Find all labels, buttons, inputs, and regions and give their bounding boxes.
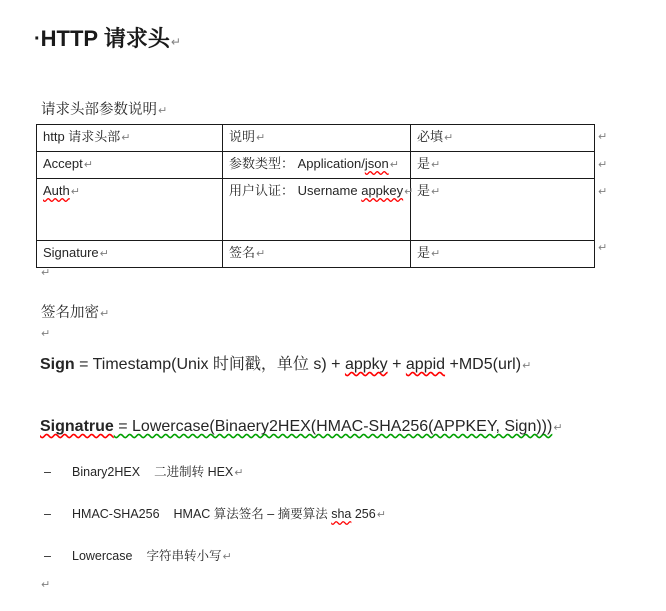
title-bullet-icon: · [34, 27, 41, 50]
formula-sign [40, 355, 531, 374]
glossary-term: HMAC-SHA256 [72, 507, 160, 521]
description-prefix: 签名 [229, 245, 256, 260]
list-item [44, 462, 244, 480]
description-prefix: 参数类型： [229, 156, 295, 171]
table-cell-description [223, 152, 411, 179]
table-cell-required [411, 152, 595, 179]
table-row [37, 152, 595, 179]
paragraph-mark-icon: ↵ [522, 359, 532, 372]
paragraph-mark-icon: ↵ [41, 266, 51, 279]
list-item [44, 546, 232, 564]
paragraph-mark-icon: ↵ [404, 185, 414, 198]
misspelled-word: appky [344, 356, 388, 373]
formula-sign-body-2: +MD5(url) [445, 356, 522, 373]
formula-sign-label: Sign [40, 356, 75, 373]
list-bullet-icon: – [44, 465, 51, 479]
table-header-label: http 请求头部 [43, 129, 121, 144]
list-item [44, 504, 386, 522]
paragraph-mark-icon: ↵ [41, 578, 51, 591]
header-name-value: Accept [43, 156, 83, 171]
table-row-paragraph-marks [598, 124, 638, 262]
glossary-definition: 字符串转小写 [146, 549, 222, 563]
paragraph-mark-icon: ↵ [444, 131, 454, 144]
paragraph-mark-icon: ↵ [121, 131, 131, 144]
paragraph-mark-icon: ↵ [598, 241, 608, 254]
section-heading-signature [41, 301, 109, 322]
misspelled-word: appkey [361, 183, 404, 198]
paragraph-mark-icon: ↵ [553, 421, 563, 434]
section-heading-params-text: 请求头部参数说明 [41, 102, 157, 118]
page-title [34, 22, 181, 53]
section-heading-signature-text: 签名加密 [41, 305, 99, 321]
list-bullet-icon: – [44, 549, 51, 563]
paragraph-mark-icon: ↵ [598, 130, 608, 143]
table-cell-description [223, 241, 411, 268]
paragraph-mark-icon: ↵ [222, 550, 232, 563]
required-value: 是 [417, 183, 431, 198]
paragraph-mark-icon: ↵ [598, 158, 608, 171]
paragraph-mark-icon: ↵ [100, 307, 110, 320]
paragraph-mark-icon: ↵ [598, 185, 608, 198]
title-text: HTTP 请求头 [40, 26, 170, 51]
table-cell-header-name [37, 152, 223, 179]
formula-signatrue [40, 417, 563, 436]
paragraph-mark-icon: ↵ [234, 466, 244, 479]
formula-signatrue-label: Signatrue [40, 418, 114, 435]
table-header-cell-name [37, 125, 223, 152]
glossary-term: Binary2HEX [72, 465, 141, 479]
table-cell-required [411, 179, 595, 241]
paragraph-mark-icon: ↵ [376, 508, 386, 521]
paragraph-mark-icon: ↵ [99, 247, 109, 260]
misspelled-word: json [364, 156, 389, 171]
required-value: 是 [417, 156, 431, 171]
table-header-label: 说明 [229, 129, 256, 144]
formula-sign-body-1: = Timestamp(Unix 时间戳，单位 s) + [74, 356, 345, 373]
table-row [37, 179, 595, 241]
request-header-table-wrapper [36, 124, 594, 268]
table-header-cell-required [411, 125, 595, 152]
formula-signatrue-expression: = Lowercase(Binaery2HEX(HMAC-SHA256(APPKEY, Sign))) [113, 418, 553, 435]
paragraph-mark-icon: ↵ [431, 247, 441, 260]
table-cell-required [411, 241, 595, 268]
table-header-row [37, 125, 595, 152]
glossary-term: Lowercase [72, 549, 133, 563]
paragraph-mark-icon: ↵ [389, 158, 399, 171]
section-heading-params [41, 98, 167, 119]
misspelled-word: sha [331, 507, 352, 521]
request-header-table [36, 124, 595, 268]
table-header-label: 必填 [417, 129, 444, 144]
table-cell-description [223, 179, 414, 241]
table-header-cell-description [223, 125, 411, 152]
paragraph-mark-icon: ↵ [158, 104, 168, 117]
paragraph-mark-icon: ↵ [83, 158, 93, 171]
paragraph-mark-icon: ↵ [41, 327, 51, 340]
table-cell-header-name [37, 241, 223, 268]
paragraph-mark-icon: ↵ [256, 131, 266, 144]
glossary-definition: 二进制转 HEX [154, 465, 234, 479]
description-prefix: 用户认证： [229, 183, 295, 198]
list-bullet-icon: – [44, 507, 51, 521]
formula-sign-plus: + [387, 356, 406, 373]
misspelled-word: appid [405, 356, 446, 373]
glossary-definition: HMAC 算法签名 – 摘要算法 sha 256 [173, 507, 376, 521]
paragraph-mark-icon: ↵ [70, 185, 80, 198]
header-name-value: Auth [43, 183, 70, 198]
header-name-value: Signature [43, 245, 99, 260]
description-value: Application/json [294, 156, 389, 171]
paragraph-mark-icon: ↵ [256, 247, 266, 260]
table-row [37, 241, 595, 268]
paragraph-mark-icon: ↵ [431, 185, 441, 198]
paragraph-mark-icon: ↵ [431, 158, 441, 171]
required-value: 是 [417, 245, 431, 260]
table-cell-header-name [37, 179, 223, 241]
paragraph-mark-icon: ↵ [170, 35, 181, 49]
description-value: Username appkey [294, 183, 404, 198]
